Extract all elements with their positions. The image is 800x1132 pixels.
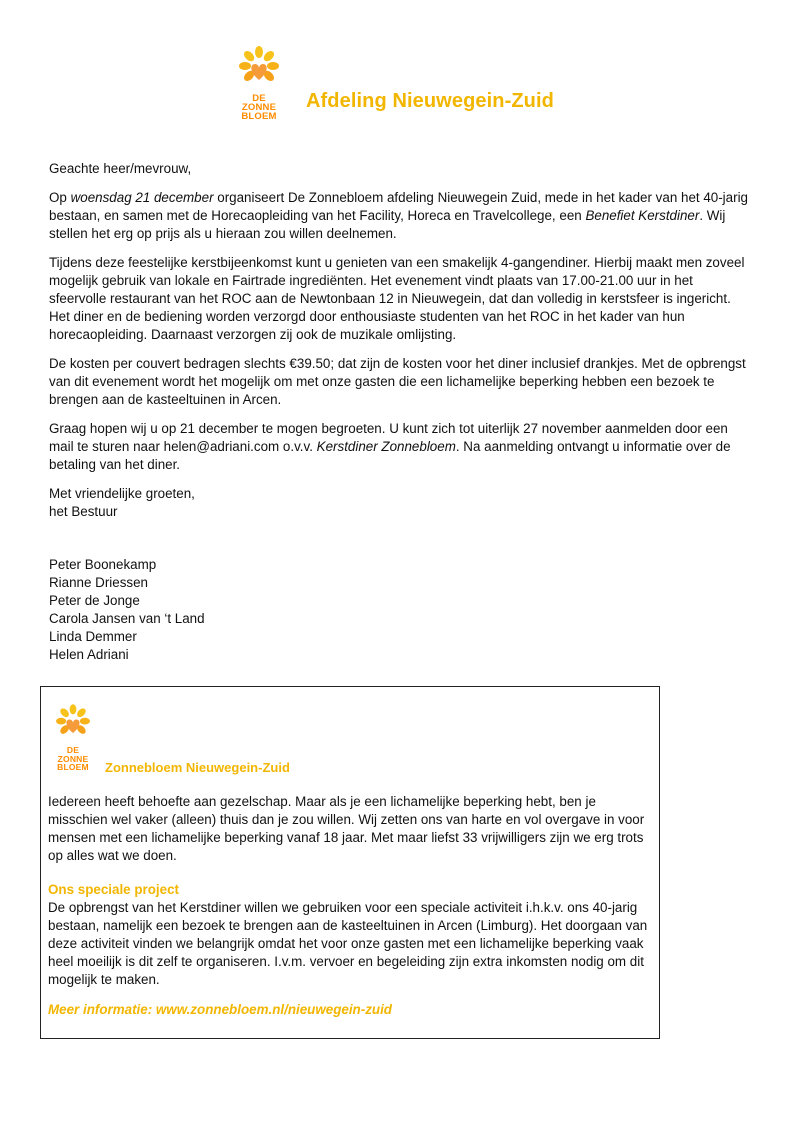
project-section [48, 881, 653, 989]
logo-text-line: BLOEM [241, 111, 277, 122]
text-segment: . Wij stellen het erg op prijs als u hieraan zou willen deelnemen. [49, 208, 726, 241]
closing-signoff: het Bestuur [49, 504, 118, 519]
page-title: Afdeling Nieuwegein-Zuid [306, 90, 554, 112]
signatory-name: Peter Boonekamp [49, 557, 157, 572]
closing-greeting: Met vriendelijke groeten, [49, 486, 195, 501]
box-intro: Iedereen heeft behoefte aan gezelschap. Maar als je een lichamelijke beperking hebt, ben je misschien wel vaker (alleen) thuis dan je zou willen. Wij zetten ons van harte en vol overgave in voor mensen met een lichamelijke beperking vanaf 18 jaar. Met maar liefst 33 vrijwilligers zijn we erg trots op alles wat we doen. [48, 794, 645, 863]
logo-text-line: ZONNE [241, 102, 277, 113]
signatory-list [49, 556, 749, 664]
text-segment: . Na aanmelding ontvangt u informatie over de betaling van het diner. [49, 439, 731, 472]
logo-text-line: DE [66, 745, 80, 755]
event-name: Benefiet Kerstdiner [585, 208, 700, 223]
paragraph-costs: De kosten per couvert bedragen slechts €39.50; dat zijn de kosten voor het diner inclusief drankjes. Met de opbrengst van dit evenement wordt het mogelijk om met onze gasten die een lichamelijke beperking hebben een bezoek te brengen aan de kasteeltuinen in Arcen. [49, 356, 746, 407]
signatory-name: Peter de Jonge [49, 593, 140, 608]
letter-body [49, 160, 749, 664]
closing [49, 485, 749, 521]
paragraph-invitation [49, 189, 749, 243]
more-info-link[interactable]: Meer informatie: www.zonnebloem.nl/nieuwegein-zuid [48, 1002, 392, 1017]
box-body [48, 793, 653, 1035]
text-segment: organiseert De Zonnebloem afdeling Nieuwegein Zuid, mede in het kader van het 40-jarig bestaan, en samen met de Horecaopleiding van het Facility, Horeca en Travelcollege, een [49, 190, 748, 223]
logo-text-line: BLOEM [57, 762, 89, 772]
paragraph-details: Tijdens deze feestelijke kerstbijeenkomst kunt u genieten van een smakelijk 4-gangendiner. Hierbij maakt men zoveel mogelijk gebruik van lokale en Fairtrade ingrediënten. Het evenement vindt plaats van 17.00-21.00 uur in het sfeervolle restaurant van het ROC aan de Newtonbaan 12 in Nieuwegein, dat dan volledig in kerstsfeer is ingericht. Het diner en de bediening worden verzorgd door enthousiaste studenten van het ROC in het kader van hun horecaopleiding. Daarnaast verzorgen zij ook de muzikale omlijsting. [49, 255, 745, 342]
project-heading: Ons speciale project [48, 882, 179, 897]
email-reference: Kerstdiner Zonnebloem [316, 439, 456, 454]
text-segment: Op [49, 190, 71, 205]
text-segment: Graag hopen wij u op 21 december te mogen begroeten. U kunt zich tot uiterlijk 27 november aanmelden door een mail te sturen naar helen@adriani.com o.v.v. [49, 421, 728, 454]
logo-text-line: ZONNE [57, 753, 89, 764]
zonnebloem-logo [233, 45, 285, 121]
event-date: woensdag 21 december [70, 190, 214, 205]
signatory-name: Linda Demmer [49, 629, 137, 644]
zonnebloem-logo-small [51, 703, 95, 772]
signatory-name: Rianne Driessen [49, 575, 148, 590]
box-title: Zonnebloem Nieuwegein-Zuid [105, 760, 290, 775]
logo-text-line: DE [252, 93, 266, 104]
sunflower-icon [233, 45, 285, 89]
signatory-name: Helen Adriani [49, 647, 129, 662]
sunflower-icon [51, 703, 95, 741]
paragraph-registration [49, 420, 749, 474]
info-box [40, 686, 660, 1039]
more-info [48, 1001, 653, 1019]
project-text: De opbrengst van het Kerstdiner willen we gebruiken voor een speciale activiteit i.h.k.v. ons 40-jarig bestaan, namelijk een bezoek te brengen aan de kasteeltuinen in Arcen (Limburg). Het doorgaan van deze activiteit vinden we belangrijk omdat het voor onze gasten met een lichamelijke beperking vaak heel moeilijk is dit zelf te organiseren. I.v.m. vervoer en begeleiding zijn extra inkomsten nodig om dit mogelijk te maken. [48, 900, 648, 987]
signatory-name: Carola Jansen van ‘t Land [49, 611, 205, 626]
salutation: Geachte heer/mevrouw, [49, 161, 192, 176]
